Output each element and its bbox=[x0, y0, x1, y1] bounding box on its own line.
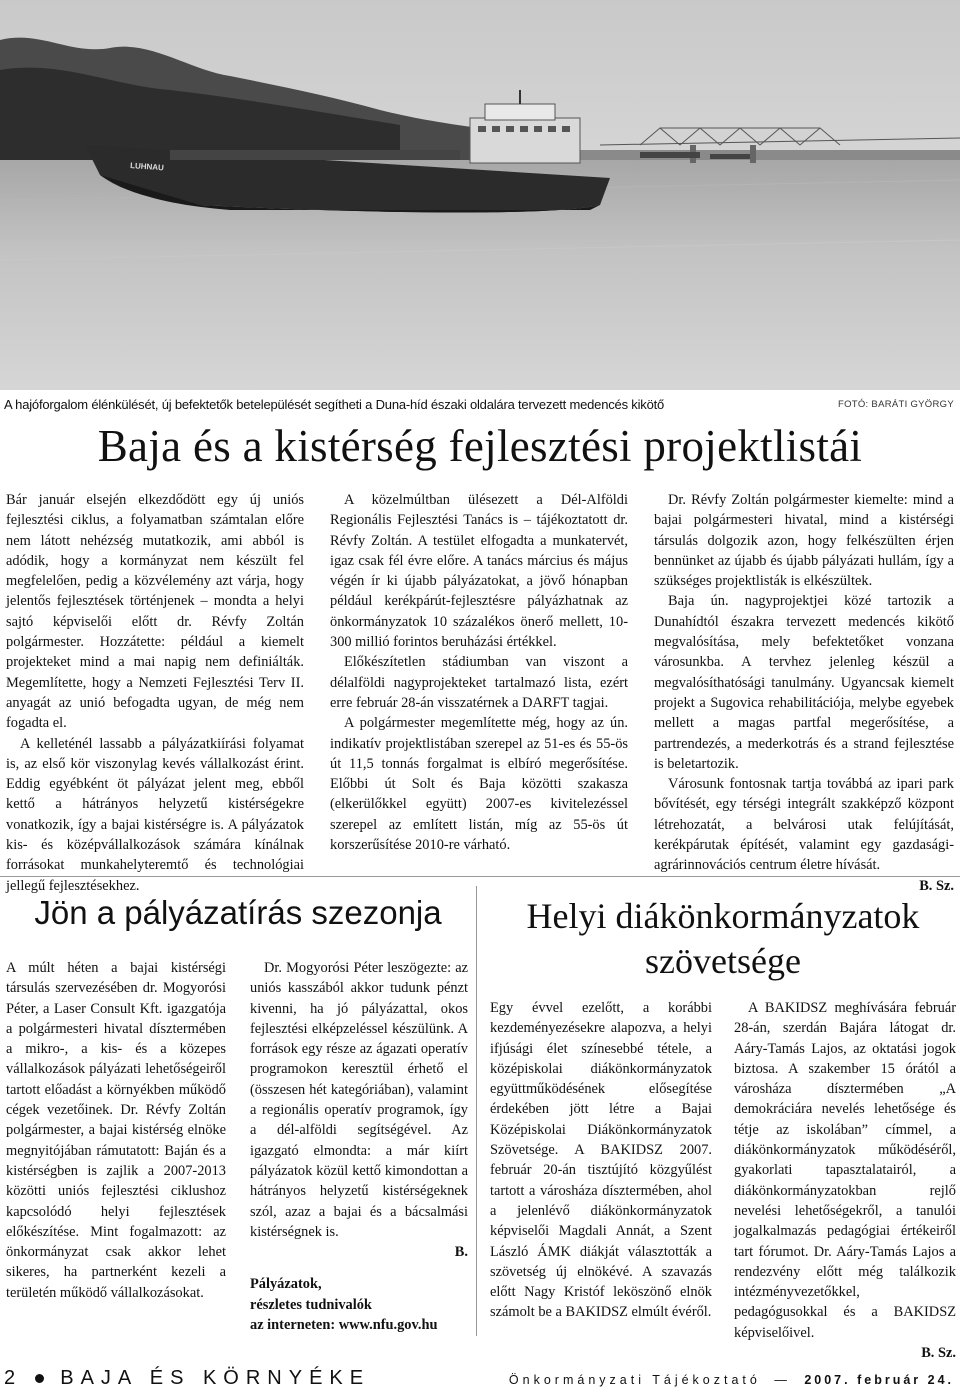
info-subtitle: részletes tudnivalók bbox=[250, 1296, 372, 1313]
paragraph: Bár január elsején elkezdődött egy új uniós fejlesztési ciklus, a folyamatban számtalan előre nem látott nehézség mutatkozik, ami abból is adódik, hogy a kormányzat nem készült fel megfelelően, pedig a közvélemény azt várja, hogy jelentős fejlesztések történjenek – mondta a helyi sajtó képviselői előtt dr. Révfy Zoltán polgármester. Hozzátette: például a kiemelt projekteket mind a mai napig nem definiálták. Megemlítette, hogy a Nemzeti Fejlesztési Terv II. anyagát az unió befogadta ugyan, de még nem fogadta el. bbox=[6, 492, 304, 732]
section-name: BAJA ÉS KÖRNYÉKE bbox=[60, 1367, 371, 1389]
footer-left bbox=[4, 1367, 370, 1390]
caption-text: A hajóforgalom élénkülését, új befektetők betelepülését segítheti a Duna-híd északi oldalára tervezett medencés kikötő bbox=[4, 397, 665, 412]
publication-name: Önkormányzati Tájékoztató bbox=[508, 1373, 761, 1387]
section-divider bbox=[0, 876, 960, 877]
article3-col2 bbox=[734, 998, 956, 1363]
signature: B. Sz. bbox=[921, 1345, 956, 1362]
bullet-icon bbox=[35, 1374, 44, 1383]
paragraph: Baja ún. nagyprojektjei közé tartozik a Dunahídtól északra tervezett medencés kikötő megvalósítása, mely befektetőket vonzana városunkba. A tervhez jelenleg készül a megvalósíthatósági tanulmány. Ugyancsak kiemelt projekt a Sugovica rehabilitációja, melybe egyebek mellett a magas partfal megerősítése, a partrendezés, a mederkotrás és a strand fejlesztése is beletartozik. bbox=[654, 593, 954, 772]
paragraph: Városunk fontosnak tartja továbbá az ipari park bővítését, egy térségi integrált szakképző központ létrehozatát, a belvárosi utak felújítását, kerékpárutak építését, valamint egy gazdasági-agrárinnovációs centrum életre hívását. bbox=[654, 776, 954, 874]
page-footer bbox=[0, 1363, 960, 1391]
article2-title: Jön a pályázatírás szezonja bbox=[34, 894, 442, 931]
signature: B. Sz. bbox=[919, 877, 954, 894]
article2-col1 bbox=[6, 958, 226, 1303]
footer-dash: — bbox=[774, 1373, 791, 1387]
paragraph: Előkészítetlen stádiumban van viszont a délalföldi nagyprojekteket tartalmazó lista, ezért erre február 28-án visszatérnek a DARFT tagjai. bbox=[330, 654, 628, 711]
info-link[interactable]: az interneten: www.nfu.gov.hu bbox=[250, 1317, 438, 1334]
main-article-col3 bbox=[654, 490, 954, 896]
article3-title-line1: Helyi diákönkormányzatok bbox=[526, 896, 920, 936]
paragraph: A BAKIDSZ meghívására február 28-án, szerdán Bajára látogat dr. Aáry-Tamás Lajos, az oktatási jogok biztosa. A szakember 15 órától a városháza dísztermében „A demokráciára nevelés lehetősége és tétje az iskolában” címmel, a diákönkormányzatok működéséről, gyakorlati tapasztalatairól, a diákönkormányzatokban rejlő nevelési lehetőségekről, a tanulói jogalkalmazás pedagógiai értékeiről tart fórumot. Dr. Aáry-Tamás Lajos a rendezvény előtt még találkozik intézményvezetőkkel, pedagógusokkal és a BAKIDSZ képviselőivel. bbox=[734, 1000, 956, 1341]
paragraph: Dr. Mogyorósi Péter leszögezte: az uniós kasszából akkor tudunk pénzt kivenni, ha jó pályázattal, okos fejlesztési elképzeléssel készülünk. A források egy része az ágazati operatív programokon keresztül érhető el (összesen hét kategóriában), valamint a regionális operatív programok, így a dél-alföldi segítségével. Az igazgató elmondta: a már kiírt pályázatok közül kettő kimondottan a hátrányos helyzetű kistérségeknek szól, azaz a bajai és a bácsalmási kistérségnek is. bbox=[250, 960, 468, 1240]
article3-title-line2: szövetsége bbox=[645, 941, 801, 981]
ship-name-label: LUHNAU bbox=[129, 161, 165, 173]
main-article-title: Baja és a kistérség fejlesztési projektlistái bbox=[97, 421, 863, 471]
paragraph: A közelmúltban ülésezett a Dél-Alföldi Regionális Fejlesztési Tanács is – tájékoztatott dr. Révfy Zoltán. A testület elfogadta a munkatervét, igaz csak fél évre előre. A tanács március és május végén ír ki újabb pályázatokat, a jövő hónapban például kerékpárút-fejlesztésre pályázhatnak az önkormányzatok 10 százalékos önerő mellett, 10-300 millió forintos beruházási értékkel. bbox=[330, 492, 628, 651]
paragraph: A múlt héten a bajai kistérségi társulás szervezésében dr. Mogyorósi Péter, a Laser Consult Kft. igazgatója a polgármesteri hivatal dísztermében a mikro-, a kis- és a közepes vállalkozások pályázati lehetőségeiről tartott előadást a környékben működő cégek vezetőinek. Dr. Révfy Zoltán polgármester, a bajai kistérség elnöke megnyitójában rámutatott: Baján és a kistérségben is zajlik a 2007-2013 közötti uniós fejlesztési ciklushoz kapcsolódó helyi fejlesztések előkészítése. Mint fogalmazott: az önkormányzat csak akkor lehet sikeres, ha partnerként kezeli a területén működő vállalkozásokat. bbox=[6, 960, 226, 1301]
photo-caption bbox=[4, 395, 954, 417]
info-title: Pályázatok, bbox=[250, 1276, 322, 1293]
paragraph: A polgármester megemlítette még, hogy az ún. indikatív projektlistában szerepel az 51-es és 55-ös út 11,5 tonnás forgalmat is elbíró megerősítése. Előbbi út Solt és Baja közötti szakasza (elkerülőkkel együtt) 2007-es kivitelezéssel szerepel az említett listán, míg az 55-ös út korszerűsítése 2010-re várható. bbox=[330, 715, 628, 854]
article2-col2 bbox=[250, 958, 468, 1335]
photo-credit: FOTÓ: BARÁTI GYÖRGY bbox=[837, 399, 954, 410]
footer-right bbox=[509, 1373, 954, 1387]
signature: B. bbox=[454, 1244, 468, 1261]
paragraph: Dr. Révfy Zoltán polgármester kiemelte: mind a bajai polgármesteri hivatal, mind a kistérségi társulás dolgozik azon, hogy felkészülten érjen bennünket az újabb és újabb pályázati hullám, így a szükséges projektlisták is elkészültek. bbox=[654, 492, 954, 590]
page-number: 2 bbox=[4, 1367, 23, 1389]
column-divider bbox=[476, 886, 477, 1336]
ship-photo bbox=[0, 0, 960, 390]
article3-col1 bbox=[490, 998, 712, 1323]
main-article-col2 bbox=[330, 490, 628, 855]
paragraph: Egy évvel ezelőtt, a korábbi kezdeményezésekre alapozva, a helyi ifjúsági élet színesebbé tétele, a középiskolai diákönkormányzatok együttműködésének elősegítése érdekében jött létre a Bajai Középiskolai Diákönkormányzatok Szövetsége. A BAKIDSZ 2007. február 20-án tisztújító közgyűlést tartott a városháza dísztermében, ahol a jelenlévő diákönkormányzatok képviselői Magdali Annát, a Szent László ÁMK diákját választották a szövetség új elnökévé. A szavazás előtt Nagy Kristóf leköszönő elnök számolt be a BAKIDSZ elmúlt évéről. bbox=[490, 1000, 712, 1321]
main-article-col1 bbox=[6, 490, 304, 896]
paragraph: A kelleténél lassabb a pályázatkiírási folyamat is, az első kör viszonylag kevés vállalkozást érint. Eddig egyébként öt pályázat jelent meg, ebből kettő a hátrányos helyzetű kistérségekre vonatkozik, így a bajai kistérségre is. A pályázatok kis- és középvállalkozások számára kínálnak forrásokat munkahelyteremtő és technológiai jellegű fejlesztésekhez. bbox=[6, 735, 304, 894]
issue-date: 2007. február 24. bbox=[804, 1373, 954, 1387]
